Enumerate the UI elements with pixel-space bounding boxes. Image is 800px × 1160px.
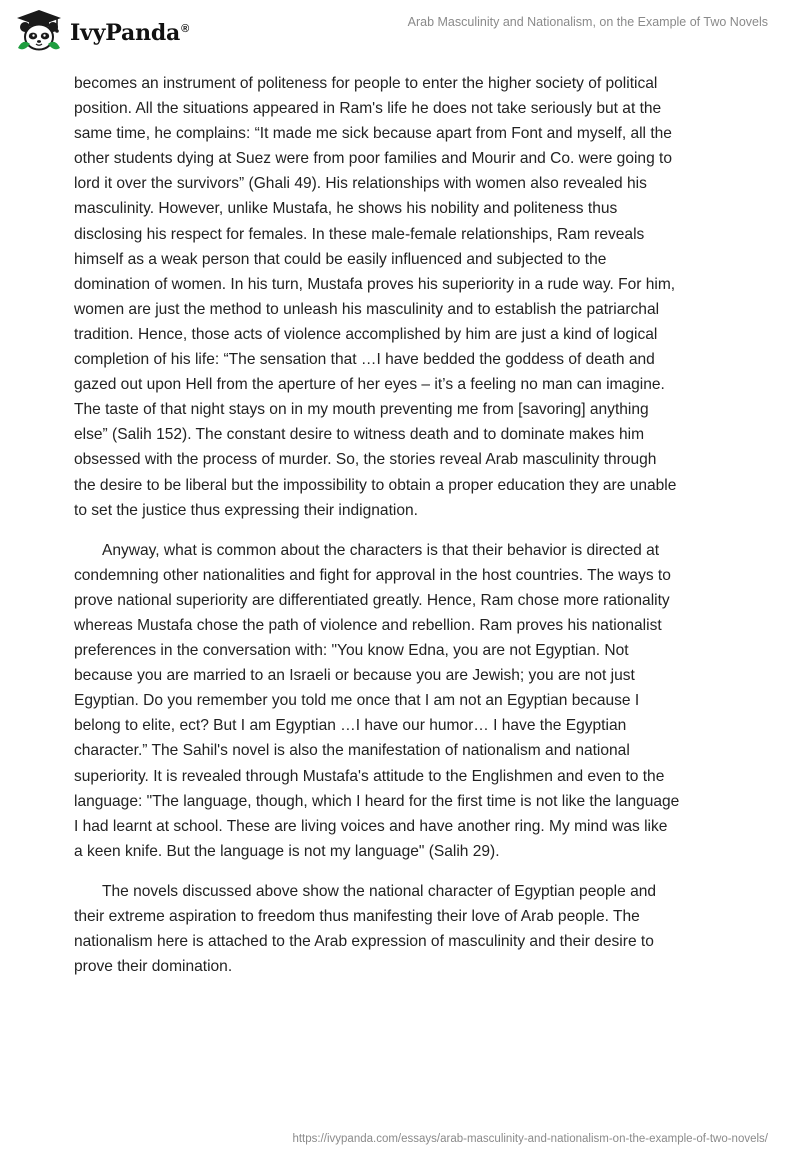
paragraph-3: The novels discussed above show the national character of Egyptian people and their extreme aspiration to freedom thus manifesting their love of Arab people. The nationalism here is attached to the Arab expression of masculinity and their desire to prove their domination. (74, 882, 657, 976)
document-title: Arab Masculinity and Nationalism, on the Example of Two Novels (407, 15, 768, 29)
logo-wordmark (70, 20, 189, 46)
essay-body (74, 71, 734, 994)
registered-mark: ® (181, 22, 190, 35)
page-header (0, 0, 800, 60)
logo-text: IvyPanda (70, 20, 181, 46)
paragraph-1: becomes an instrument of politeness for people to enter the higher society of political position. All the situations appeared in Ram's life he does not take seriously but at the same time, he complains: “It made me sick because apart from Font and myself, all the other students dying at Suez were from poor families and Mourir and Co. were going to lord it over the survivors” (Ghali 49). His relationships with women also revealed his masculinity. However, unlike Mustafa, he shows his nobility and politeness thus disclosing his respect for females. In these male-female relationships, Ram reveals himself as a weak person that could be easily influenced and subjected to the domination of women. In his turn, Mustafa proves his superiority in a rude way. For him, women are just the method to unleash his masculinity and to establish the patriarchal tradition. Hence, those acts of violence accomplished by him are just a kind of logical completion of his life: “The sensation that …I have bedded the goddess of death and gazed out upon Hell from the aperture of her eyes – it’s a feeling no man can imagine. The taste of that night stays on in my mouth preventing me from [savoring] anything else” (Salih 152). The constant desire to witness death and to dominate makes him obsessed with the process of murder. So, the stories reveal Arab masculinity through the desire to be liberal but the impossibility to obtain a proper education they are unable to set the justice thus expressing their indignation. (74, 75, 677, 519)
paragraph-2: Anyway, what is common about the characters is that their behavior is directed at condemning other nationalities and fight for approval in the host countries. The ways to prove national superiority are differentiated greatly. Hence, Ram chose more rationality whereas Mustafa chose the path of violence and rebellion. Ram proves his nationalist preferences in the conversation with: "You know Edna, you are not Egyptian. Not because you are married to an Israeli or because you are Jewish; you are not just Egyptian. Do you remember you told me once that I am not an Egyptian because I belong to elite, ect? But I am Egyptian …I have our humor… I have the Egyptian character.” The Sahil's novel is also the manifestation of nationalism and national superiority. It is revealed through Mustafa's attitude to the Englishmen and even to the language: "The language, though, which I heard for the first time is not like the language I had learnt at school. These are living voices and have another ring. My mind was like a keen knife. But the language is not my language" (Salih 29). (74, 541, 680, 860)
panda-graduate-icon (14, 8, 64, 54)
ivypanda-logo[interactable] (14, 8, 189, 54)
source-url[interactable]: https://ivypanda.com/essays/arab-masculinity-and-nationalism-on-the-example-of-two-novels/ (292, 1133, 768, 1145)
